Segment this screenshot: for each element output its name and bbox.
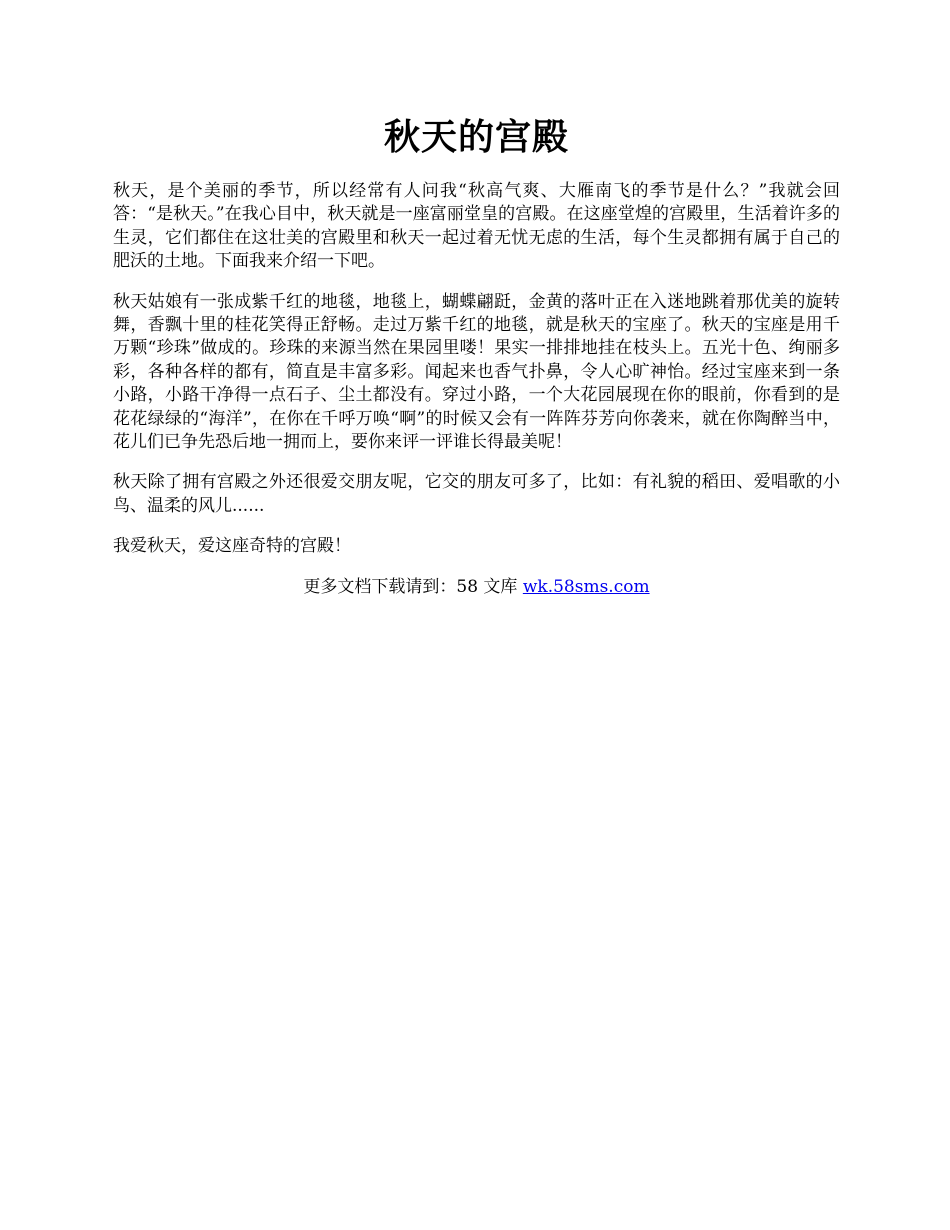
document-title: 秋天的宫殿 bbox=[383, 116, 569, 158]
paragraph-intro: 秋天，是个美丽的季节，所以经常有人问我“秋高气爽、大雁南飞的季节是什么？”我就会回答：“是秋天。”在我心目中，秋天就是一座富丽堂皇的宫殿。在这座堂煌的宫殿里，生活着许多的生灵，它们都住在这壮美的宫殿里和秋天一起过着无忧无虑的生活，每个生灵都拥有属于自己的肥沃的土地。下面我来介绍一下吧。 bbox=[113, 181, 840, 272]
document-page bbox=[113, 108, 840, 599]
paragraph-friends: 秋天除了拥有宫殿之外还很爱交朋友呢，它交的朋友可多了，比如：有礼貌的稻田、爱唱歌的小鸟、温柔的风儿...... bbox=[113, 472, 840, 516]
footer-link[interactable]: wk.58sms.com bbox=[522, 576, 650, 597]
paragraph-palace-description: 秋天姑娘有一张成紫千红的地毯，地毯上，蝴蝶翩跹，金黄的落叶正在入迷地跳着那优美的旋转舞，香飘十里的桂花笑得正舒畅。走过万紫千红的地毯，就是秋天的宝座了。秋天的宝座是用千万颗“珍珠”做成的。珍珠的来源当然在果园里喽！果实一排排地挂在枝头上。五光十色、绚丽多彩，各种各样的都有，简直是丰富多彩。闻起来也香气扑鼻，令人心旷神怡。经过宝座来到一条小路，小路干净得一点石子、尘土都没有。穿过小路，一个大花园展现在你的眼前，你看到的是花花绿绿的“海洋”，在你在千呼万唤“啊”的时候又会有一阵阵芬芳向你袭来，就在你陶醉当中，花儿们已争先恐后地一拥而上，要你来评一评谁长得最美呢！ bbox=[113, 291, 840, 453]
download-footer bbox=[113, 576, 840, 599]
footer-prefix: 更多文档下载请到：58 文库 bbox=[303, 576, 523, 597]
paragraph-conclusion: 我爱秋天，爱这座奇特的宫殿！ bbox=[113, 536, 351, 557]
